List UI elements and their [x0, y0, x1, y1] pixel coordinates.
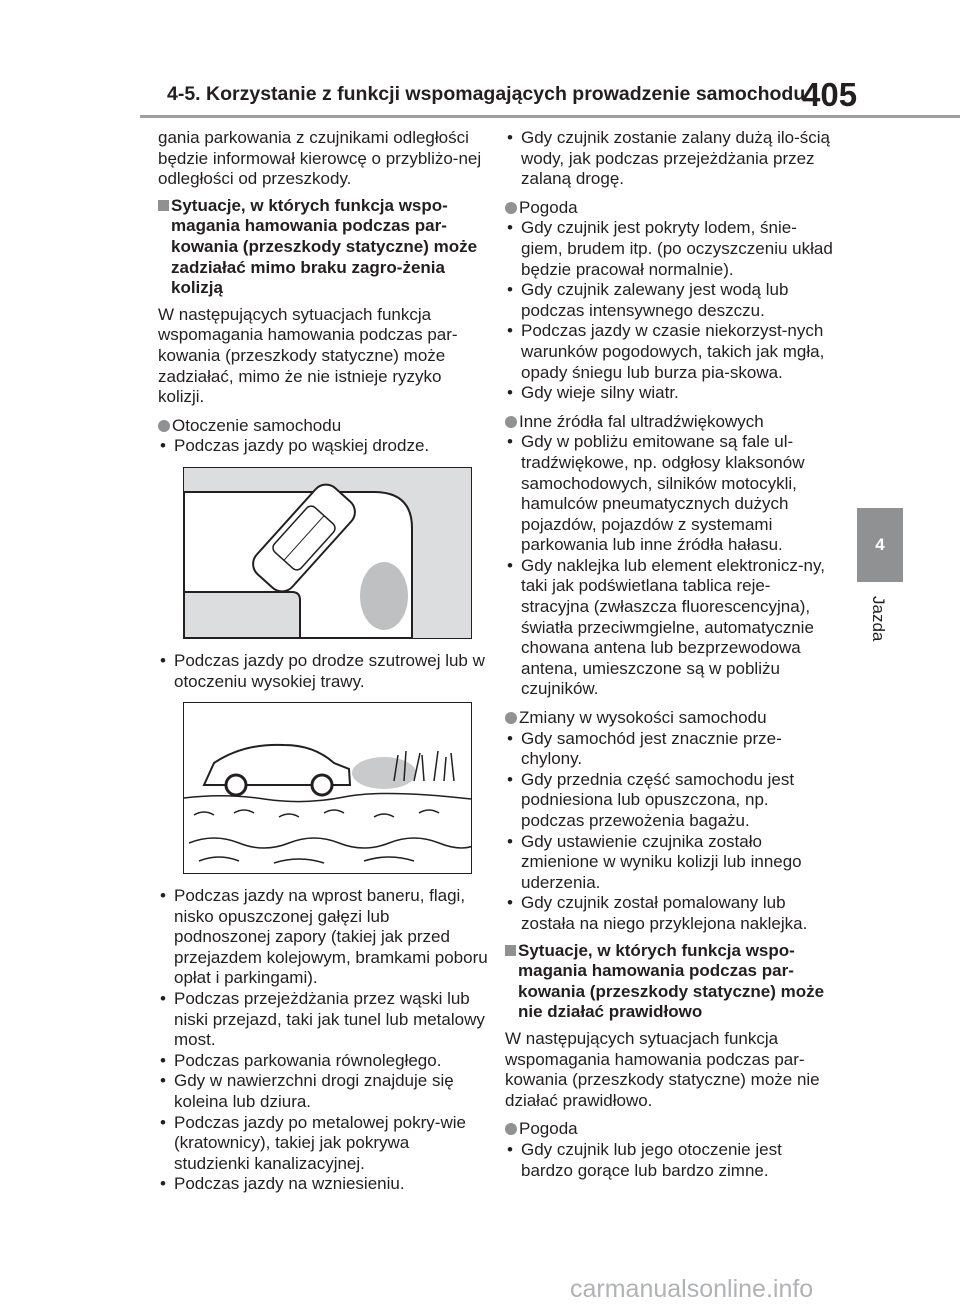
- chapter-tab: [857, 508, 903, 582]
- bullet-list: [505, 1140, 835, 1181]
- bullet-list: [505, 729, 835, 935]
- bullet-list: [505, 218, 835, 403]
- list-item: • Gdy samochód jest znacznie prze-chylony.: [505, 729, 835, 770]
- list-item: • Podczas jazdy po drodze szutrowej lub w otoczeniu wysokiej trawy.: [158, 651, 488, 692]
- section-paragraph: W następujących sytuacjach funkcja wspomagania hamowania podczas par-kowania (przeszkody statyczne) może zadziałać, mimo że nie istnieje ryzyko kolizji.: [158, 304, 458, 407]
- section-heading: Sytuacje, w których funkcja wspo-magania hamowania podczas par-kowania (przeszkody statyczne) może zadziałać mimo braku zagro-żenia kolizją: [158, 196, 488, 299]
- subheading: Pogoda: [505, 1119, 835, 1140]
- bullet-list: [505, 432, 835, 700]
- subheading: Zmiany w wysokości samochodu: [505, 708, 835, 729]
- list-item: • Podczas jazdy w czasie niekorzyst-nych warunków pogodowych, takich jak mgła, opady śniegu lub burza pia-skowa.: [505, 321, 835, 383]
- list-item: • Podczas jazdy po metalowej pokry-wie (kratownicy), takiej jak pokrywa studzienki kanalizacyjnej.: [158, 1113, 488, 1175]
- left-column: [158, 128, 488, 1201]
- section-heading: Sytuacje, w których funkcja wspo-magania hamowania podczas par-kowania (przeszkody statyczne) może nie działać prawidłowo: [505, 941, 835, 1023]
- page-header-title: 4-5. Korzystanie z funkcji wspomagających prowadzenie samochodu: [167, 83, 806, 105]
- list-item: • Gdy w pobliżu emitowane są fale ul-tradźwiękowe, np. odgłosy klaksonów samochodowych, silników motocykli, hamulców pneumatycznych dużych pojazdów, pojazdów z systemami parkowania lub inne źródła hałasu.: [505, 432, 835, 556]
- list-item: • Gdy czujnik został pomalowany lub została na niego przyklejona naklejka.: [505, 893, 835, 934]
- list-item: • Podczas parkowania równoległego.: [158, 1051, 488, 1072]
- list-item: • Gdy czujnik zostanie zalany dużą ilo-ścią wody, jak podczas przejeżdżania przez zalaną drogę.: [505, 128, 835, 190]
- subheading: Inne źródła fal ultradźwiękowych: [505, 412, 835, 433]
- header-rule: [140, 115, 960, 118]
- list-item: • Podczas jazdy na wprost baneru, flagi, nisko opuszczonej gałęzi lub podnoszonej zapory (takiej jak przed przejazdem kolejowym, bramkami poboru opłat i parkingami).: [158, 886, 488, 989]
- narrow-road-illustration: [183, 467, 472, 639]
- subheading: Otoczenie samochodu: [158, 416, 488, 437]
- list-item: • Gdy ustawienie czujnika zostało zmienione w wyniku kolizji lub innego uderzenia.: [505, 832, 835, 894]
- bullet-list: [505, 128, 835, 190]
- bullet-list: [158, 886, 488, 1195]
- chapter-label: Jazda: [869, 596, 888, 642]
- list-item: • Gdy wieje silny wiatr.: [505, 383, 835, 404]
- list-item: • Gdy naklejka lub element elektronicz-ny, taki jak podświetlana tablica reje-stracyjna (zwłaszcza fluorescencyjna), światła przeciwmgielne, automatycznie chowana antena lub bezprzewodowa antena, umieszczone są w pobliżu czujników.: [505, 556, 835, 700]
- list-item: • Podczas przejeżdżania przez wąski lub niski przejazd, taki jak tunel lub metalowy most.: [158, 989, 488, 1051]
- section-paragraph: W następujących sytuacjach funkcja wspomagania hamowania podczas par-kowania (przeszkody statyczne) może nie działać prawidłowo.: [505, 1028, 820, 1110]
- chapter-number: 4: [875, 535, 885, 554]
- list-item: • Podczas jazdy na wzniesieniu.: [158, 1174, 488, 1195]
- page-number: 405: [802, 76, 858, 113]
- list-item: • Gdy przednia część samochodu jest podniesiona lub opuszczona, np. podczas przewożenia bagażu.: [505, 770, 835, 832]
- list-item: • Gdy w nawierzchni drogi znajduje się koleina lub dziura.: [158, 1071, 488, 1112]
- bullet-list: [158, 651, 488, 692]
- intro-paragraph: gania parkowania z czujnikami odległości będzie informował kierowcę o przybliżo-nej odległości od przeszkody.: [158, 128, 482, 189]
- list-item: • Gdy czujnik jest pokryty lodem, śnie-giem, brudem itp. (po oczyszczeniu układ będzie pracował normalnie).: [505, 218, 835, 280]
- list-item: • Gdy czujnik zalewany jest wodą lub podczas intensywnego deszczu.: [505, 280, 835, 321]
- gravel-road-illustration: [183, 702, 472, 874]
- right-column: [505, 128, 835, 1187]
- watermark: carmanualsonline.info: [570, 1275, 814, 1303]
- subheading: Pogoda: [505, 198, 835, 219]
- list-item: • Podczas jazdy po wąskiej drodze.: [158, 436, 488, 457]
- bullet-list: [158, 436, 488, 457]
- list-item: • Gdy czujnik lub jego otoczenie jest bardzo gorące lub bardzo zimne.: [505, 1140, 835, 1181]
